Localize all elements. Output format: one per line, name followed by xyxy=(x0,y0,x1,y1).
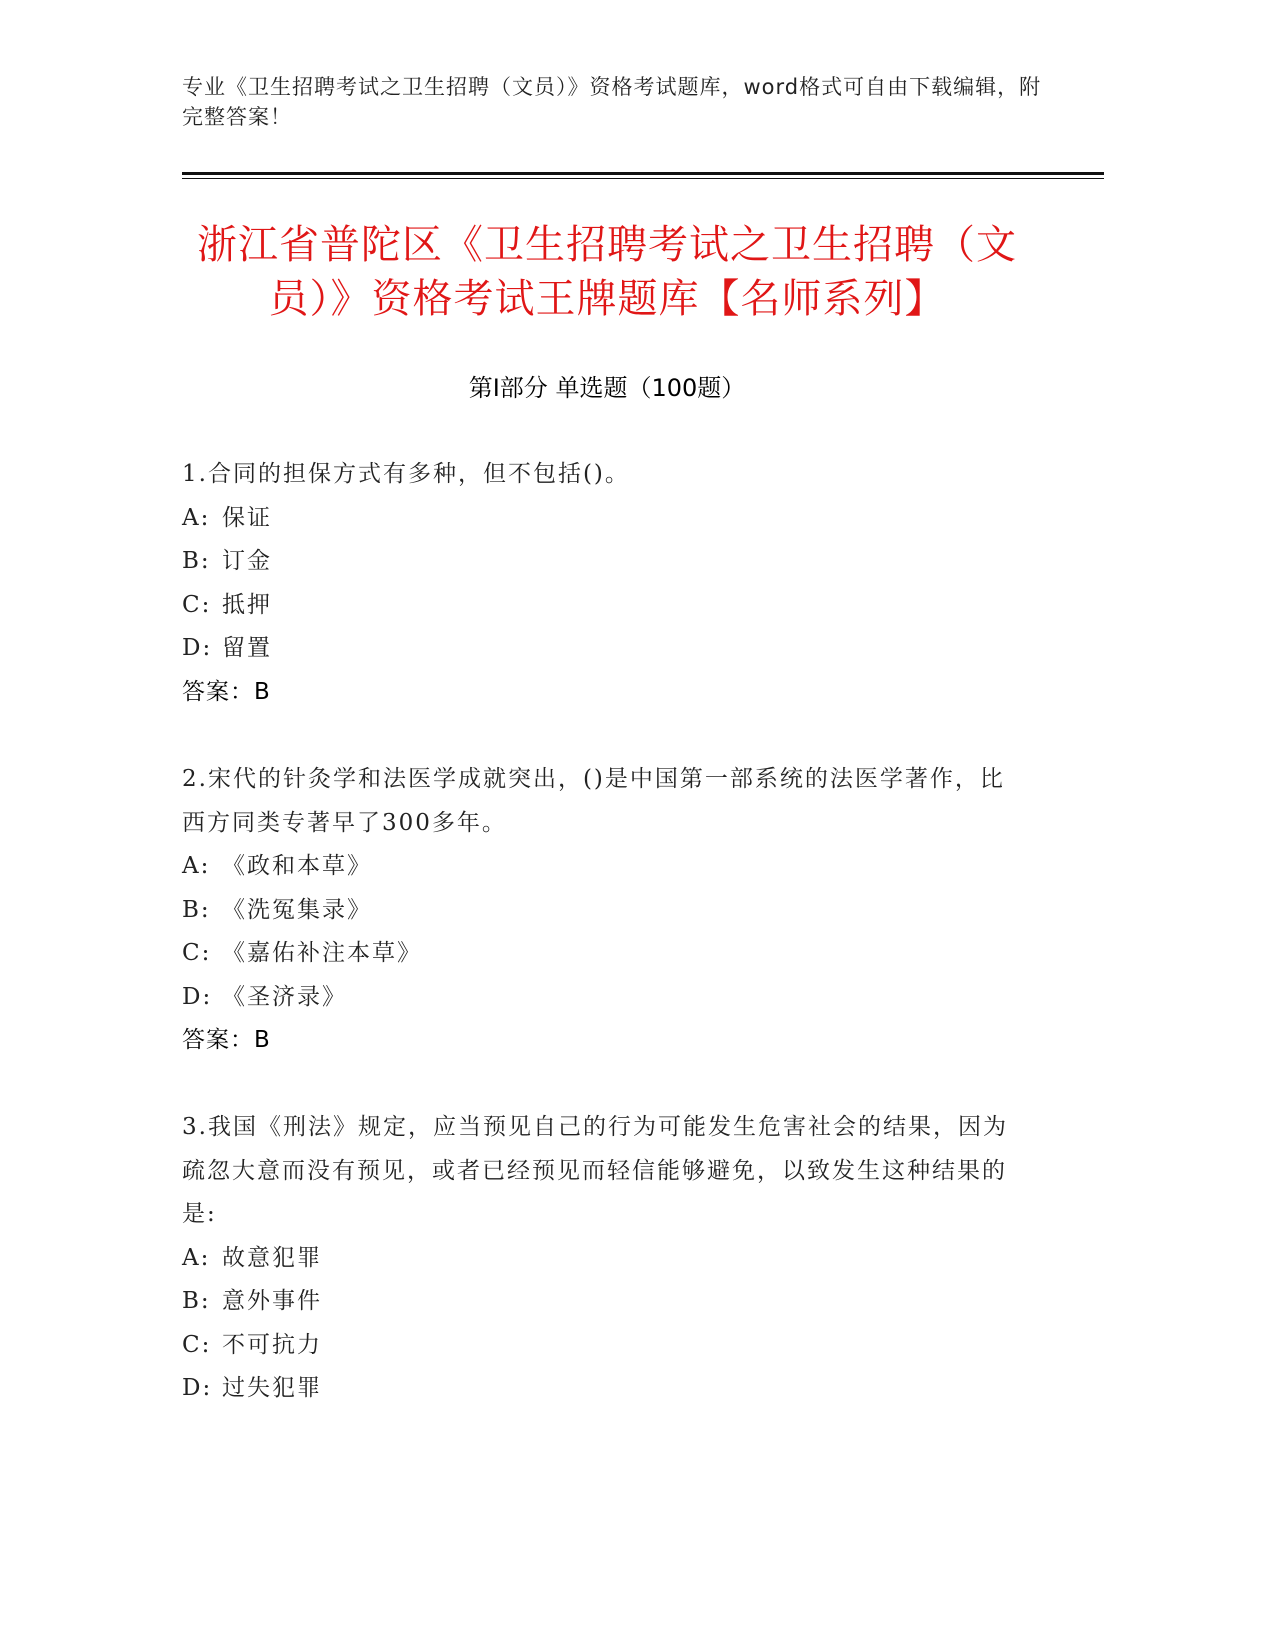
option-text: 不可抗力 xyxy=(222,1331,322,1358)
answer-text: 答案：B xyxy=(182,678,271,705)
question-stem: 1.合同的担保方式有多种，但不包括()。 xyxy=(182,461,630,487)
option-text: 留置 xyxy=(222,635,272,661)
header-note: 专业《卫生招聘考试之卫生招聘（文员）》资格考试题库，word格式可自由下载编辑，附完整答案！ xyxy=(182,75,1042,129)
option-text: 过失犯罪 xyxy=(222,1375,322,1401)
option-a xyxy=(182,1237,1022,1281)
question-1 xyxy=(182,453,1022,714)
question-stem: 3.我国《刑法》规定，应当预见自己的行为可能发生危害社会的结果，因为疏忽大意而没有预见，或者已经预见而轻信能够避免，以致发生这种结果的是: xyxy=(182,1114,1008,1227)
option-letter: B: xyxy=(182,1288,211,1314)
document-title: 浙江省普陀区《卫生招聘考试之卫生招聘（文员）》资格考试王牌题库【名师系列】 xyxy=(197,222,1017,322)
option-text: 抵押 xyxy=(222,591,272,618)
header-divider-thin xyxy=(182,178,1104,179)
option-letter: D: xyxy=(182,635,213,661)
question-2 xyxy=(182,758,1022,1063)
option-a xyxy=(182,845,1022,889)
option-letter: A: xyxy=(182,1244,211,1271)
option-letter: C: xyxy=(182,1331,212,1358)
option-d xyxy=(182,1367,1022,1411)
option-letter: C: xyxy=(182,940,212,966)
option-c xyxy=(182,932,1022,976)
question-stem: 2.宋代的针灸学和法医学成就突出，()是中国第一部系统的法医学著作，比西方同类专著早了300多年。 xyxy=(182,766,1005,836)
option-d xyxy=(182,976,1022,1020)
header-divider-thick xyxy=(182,172,1104,175)
option-b xyxy=(182,889,1022,933)
option-letter: B: xyxy=(182,896,211,923)
option-text: 订金 xyxy=(222,548,272,574)
option-d xyxy=(182,627,1022,671)
option-text: 《嘉佑补注本草》 xyxy=(222,940,422,966)
option-letter: C: xyxy=(182,591,212,618)
option-b xyxy=(182,540,1022,584)
question-3 xyxy=(182,1106,1022,1411)
answer-text: 答案：B xyxy=(182,1027,271,1053)
option-letter: A: xyxy=(182,504,211,531)
option-text: 故意犯罪 xyxy=(222,1244,322,1271)
option-letter: D: xyxy=(182,1375,213,1401)
option-c xyxy=(182,584,1022,628)
option-b xyxy=(182,1280,1022,1324)
option-letter: A: xyxy=(182,853,211,879)
option-letter: D: xyxy=(182,983,213,1010)
option-text: 《洗冤集录》 xyxy=(222,896,372,923)
option-text: 《政和本草》 xyxy=(222,853,372,879)
option-a xyxy=(182,497,1022,541)
option-text: 保证 xyxy=(222,504,272,531)
option-letter: B: xyxy=(182,548,211,574)
section-heading: 第Ⅰ部分 单选题（100题） xyxy=(468,374,746,402)
option-text: 意外事件 xyxy=(222,1288,322,1314)
option-text: 《圣济录》 xyxy=(222,983,347,1010)
option-c xyxy=(182,1324,1022,1368)
